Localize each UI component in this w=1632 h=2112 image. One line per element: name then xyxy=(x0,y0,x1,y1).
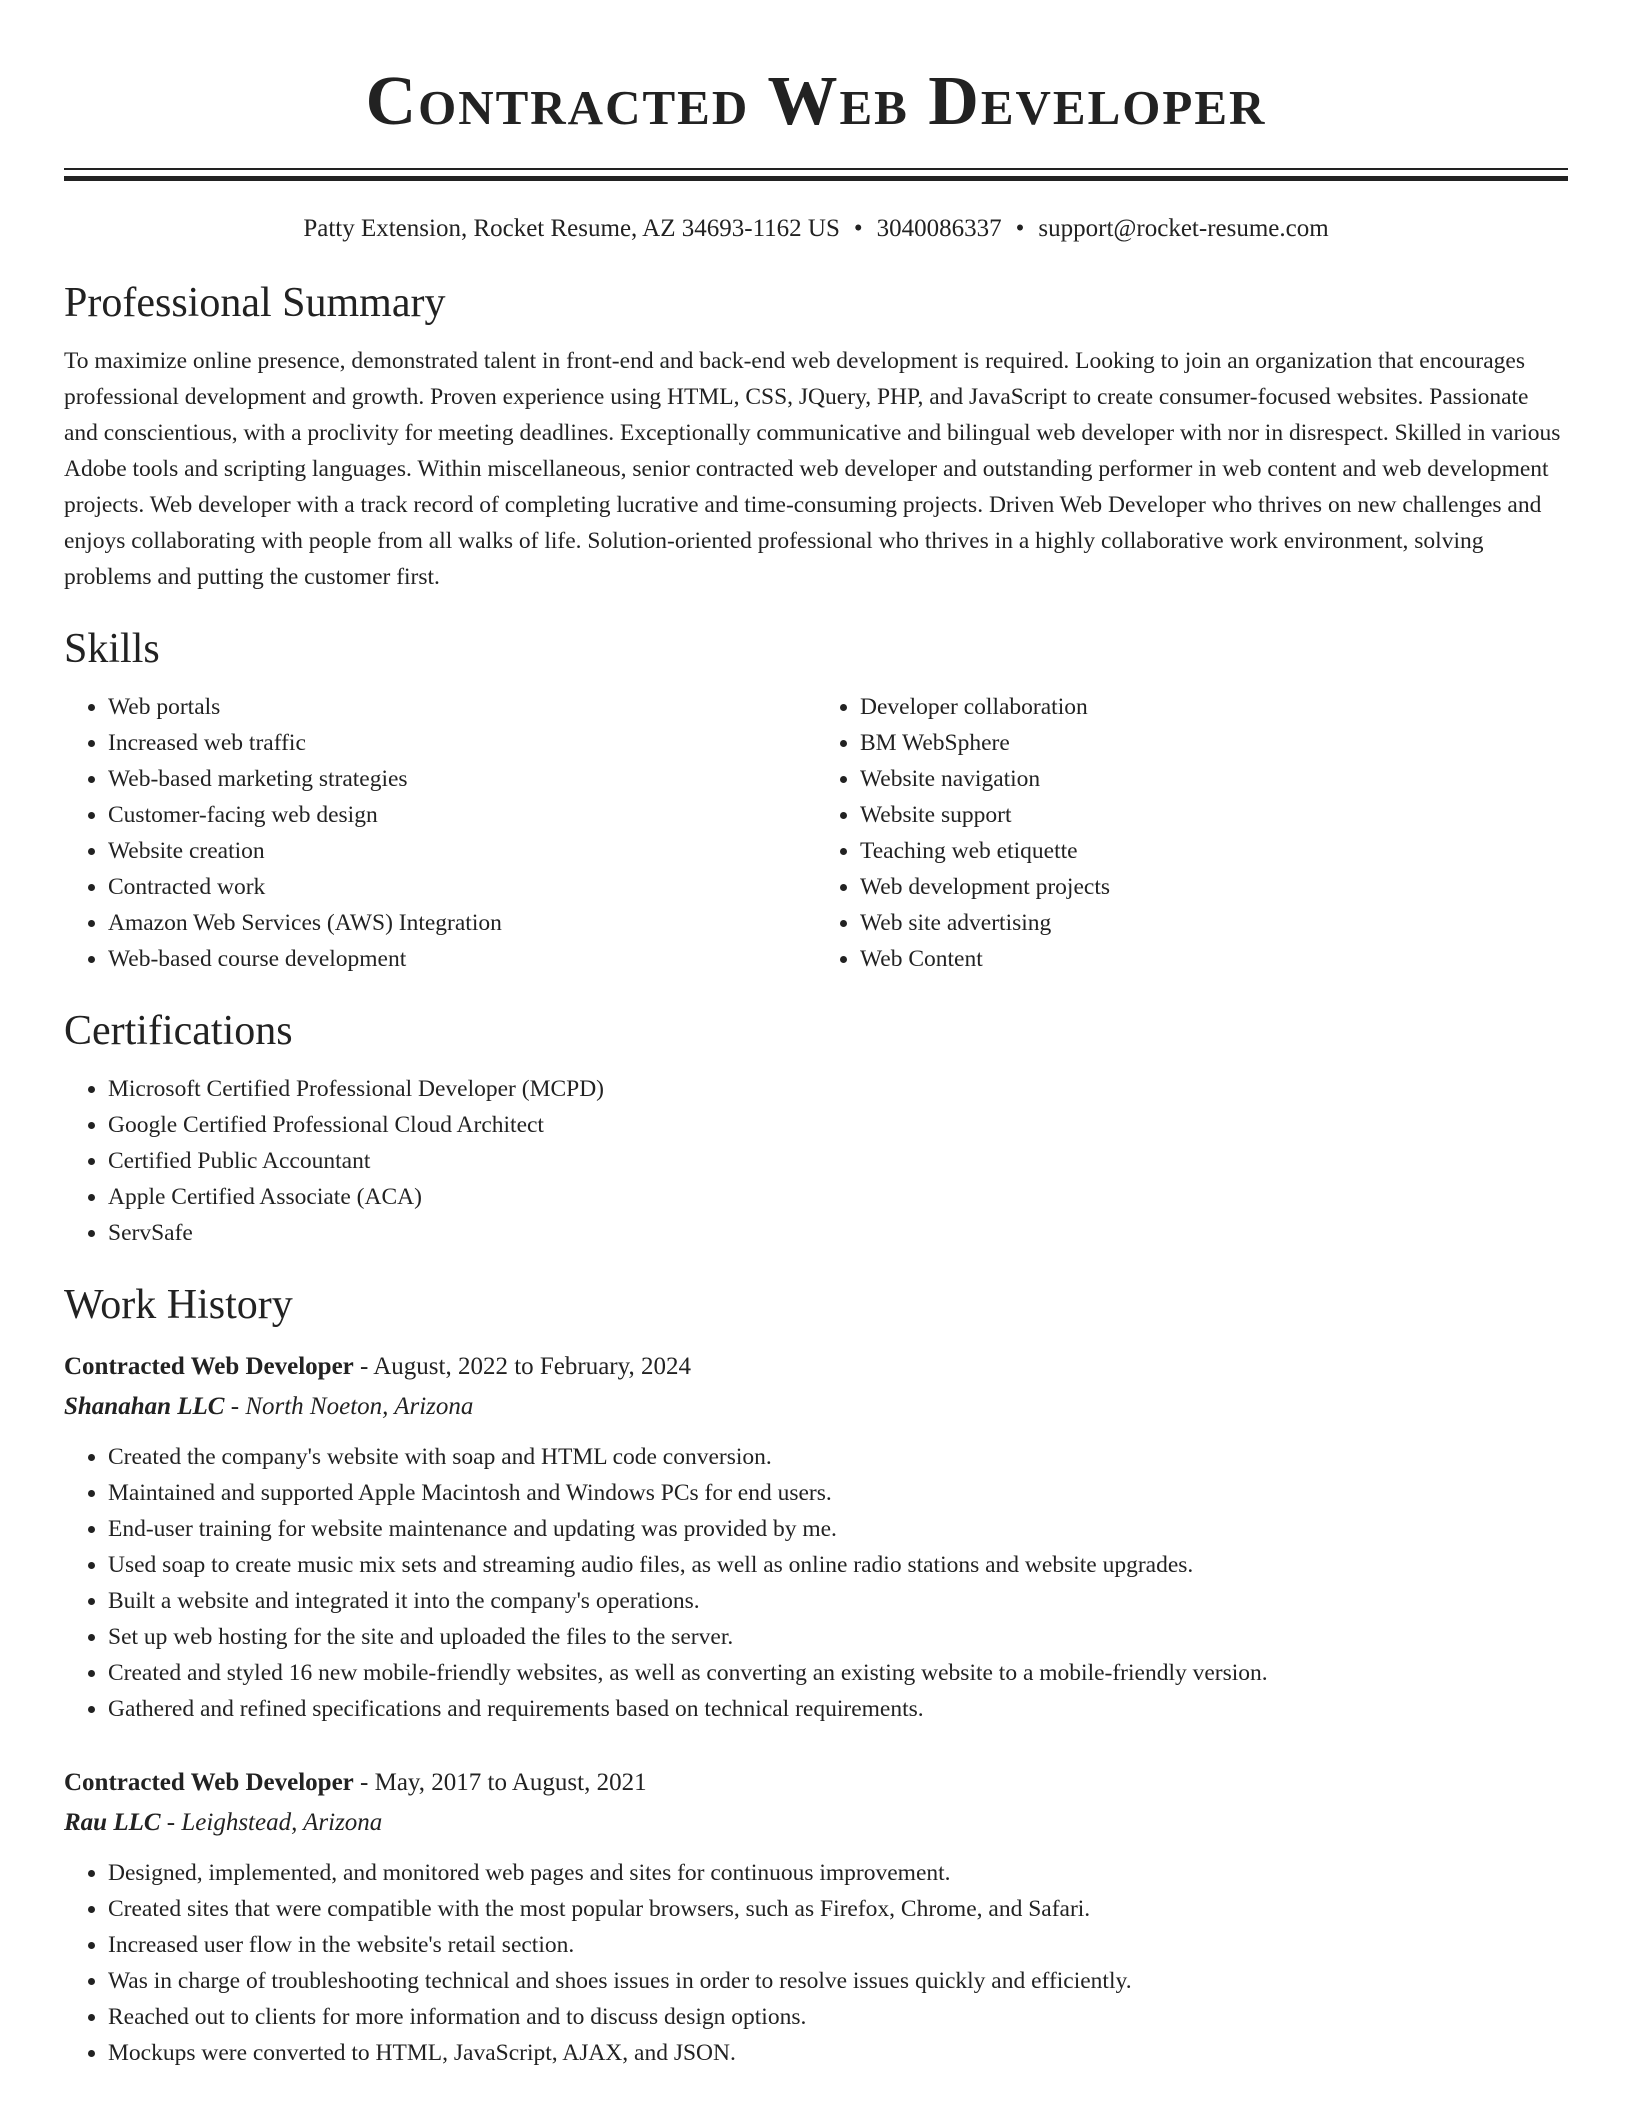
job-entry xyxy=(64,1763,1568,2071)
job-location: - Leighstead, Arizona xyxy=(160,1809,383,1836)
skill-item: • Web development projects xyxy=(860,869,1568,905)
job-title-line xyxy=(64,1347,1568,1387)
job-company: Shanahan LLC xyxy=(64,1393,225,1420)
job-duty: • Mockups were converted to HTML, JavaScript, AJAX, and JSON. xyxy=(108,2035,1568,2071)
job-duty: • Created the company's website with soap and HTML code conversion. xyxy=(108,1439,1568,1475)
skills-list-right xyxy=(816,689,1568,977)
skill-item: • Developer collaboration xyxy=(860,689,1568,725)
job-dates: - August, 2022 to February, 2024 xyxy=(353,1353,692,1380)
job-duty: • Created and styled 16 new mobile-friendly websites, as well as converting an existing website to a mobile-friendly version. xyxy=(108,1655,1568,1691)
page-title: Contracted Web Developer xyxy=(365,63,1267,140)
job-duty: • End-user training for website maintenance and updating was provided by me. xyxy=(108,1511,1568,1547)
job-duties-list xyxy=(64,1439,1568,1727)
section-heading-work-history: Work History xyxy=(64,1282,293,1328)
skill-item: • Web-based course development xyxy=(108,941,816,977)
job-duty: • Created sites that were compatible with the most popular browsers, such as Firefox, Chrome, and Safari. xyxy=(108,1891,1568,1927)
certification-item: • Apple Certified Associate (ACA) xyxy=(108,1179,1568,1215)
skill-item: • Increased web traffic xyxy=(108,725,816,761)
job-duty: • Built a website and integrated it into the company's operations. xyxy=(108,1583,1568,1619)
skill-item: • Web site advertising xyxy=(860,905,1568,941)
skills-columns xyxy=(64,689,1568,977)
contact-line xyxy=(64,211,1568,247)
contact-separator: • xyxy=(853,215,863,242)
job-company: Rau LLC xyxy=(64,1809,161,1836)
job-company-line xyxy=(64,1803,1568,1843)
job-duty: • Maintained and supported Apple Macintosh and Windows PCs for end users. xyxy=(108,1475,1568,1511)
skill-item: • Customer-facing web design xyxy=(108,797,816,833)
summary-text: To maximize online presence, demonstrated talent in front-end and back-end web development is required. Looking to join an organization that encourages professional development and growth. Proven experience using HTML, CSS, JQuery, PHP, and JavaScript to create consumer-focused websites. Passionate and conscientious, with a proclivity for meeting deadlines. Exceptionally communicative and bilingual web developer with nor in disrespect. Skilled in various Adobe tools and scripting languages. Within miscellaneous, senior contracted web developer and outstanding performer in web content and web development projects. Web developer with a track record of completing lucrative and time-consuming projects. Driven Web Developer who thrives on new challenges and enjoys collaborating with people from all walks of life. Solution-oriented professional who thrives in a highly collaborative work environment, solving problems and putting the customer first. xyxy=(64,348,1561,590)
contact-address: Patty Extension, Rocket Resume, AZ 34693-1162 US xyxy=(303,215,840,242)
contact-email: support@rocket-resume.com xyxy=(1038,215,1329,242)
section-heading-skills: Skills xyxy=(64,626,160,672)
skill-item: • Web-based marketing strategies xyxy=(108,761,816,797)
job-company-line xyxy=(64,1387,1568,1427)
header-divider-thin xyxy=(64,168,1568,170)
job-entry xyxy=(64,1347,1568,1727)
job-dates: - May, 2017 to August, 2021 xyxy=(353,1769,647,1796)
skill-item: • Teaching web etiquette xyxy=(860,833,1568,869)
contact-separator: • xyxy=(1015,215,1025,242)
certification-item: • Microsoft Certified Professional Developer (MCPD) xyxy=(108,1071,1568,1107)
skill-item: • Website navigation xyxy=(860,761,1568,797)
job-title-line xyxy=(64,1763,1568,1803)
job-duty: • Reached out to clients for more information and to discuss design options. xyxy=(108,1999,1568,2035)
skill-item: • Contracted work xyxy=(108,869,816,905)
job-duty: • Increased user flow in the website's retail section. xyxy=(108,1927,1568,1963)
job-title: Contracted Web Developer xyxy=(64,1769,354,1796)
job-duty: • Used soap to create music mix sets and streaming audio files, as well as online radio stations and website upgrades. xyxy=(108,1547,1568,1583)
job-location: - North Noeton, Arizona xyxy=(224,1393,474,1420)
skill-item: • Website support xyxy=(860,797,1568,833)
skill-item: • BM WebSphere xyxy=(860,725,1568,761)
skill-item: • Amazon Web Services (AWS) Integration xyxy=(108,905,816,941)
contact-phone: 3040086337 xyxy=(876,215,1002,242)
job-duties-list xyxy=(64,1855,1568,2071)
skill-item: • Web Content xyxy=(860,941,1568,977)
header-divider-thick xyxy=(64,176,1568,181)
certification-item: • ServSafe xyxy=(108,1215,1568,1251)
job-duty: • Was in charge of troubleshooting technical and shoes issues in order to resolve issues quickly and efficiently. xyxy=(108,1963,1568,1999)
certification-item: • Certified Public Accountant xyxy=(108,1143,1568,1179)
section-heading-certifications: Certifications xyxy=(64,1008,293,1054)
job-duty: • Gathered and refined specifications and requirements based on technical requirements. xyxy=(108,1691,1568,1727)
certification-item: • Google Certified Professional Cloud Architect xyxy=(108,1107,1568,1143)
resume-page xyxy=(64,0,1568,2071)
job-duty: • Designed, implemented, and monitored web pages and sites for continuous improvement. xyxy=(108,1855,1568,1891)
skills-list-left xyxy=(64,689,816,977)
job-duty: • Set up web hosting for the site and uploaded the files to the server. xyxy=(108,1619,1568,1655)
certifications-list xyxy=(64,1071,1568,1251)
skill-item: • Web portals xyxy=(108,689,816,725)
section-heading-summary: Professional Summary xyxy=(64,280,446,326)
job-title: Contracted Web Developer xyxy=(64,1353,354,1380)
skill-item: • Website creation xyxy=(108,833,816,869)
